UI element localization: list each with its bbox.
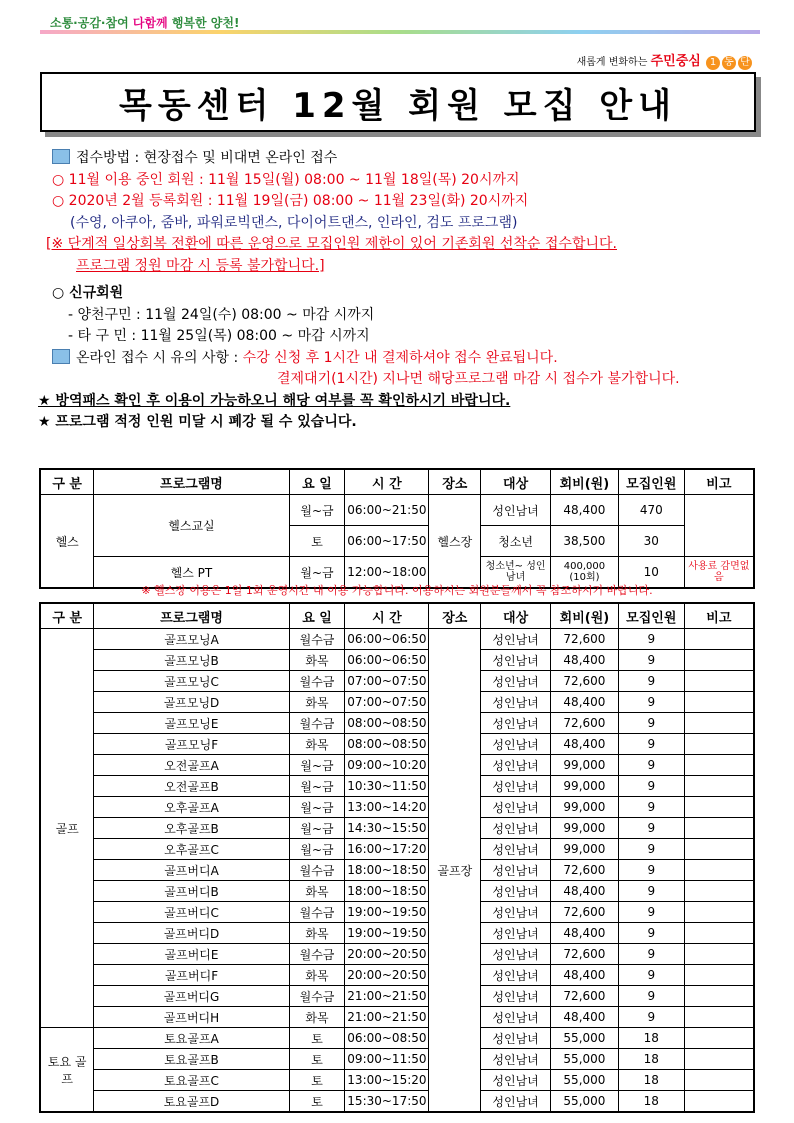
capacity-cell: 9 <box>618 902 684 923</box>
program-cell: 골프버디B <box>94 881 289 902</box>
col-header: 구 분 <box>40 469 94 495</box>
note-cell <box>684 1028 754 1049</box>
program-cell: 골프버디H <box>94 1007 289 1028</box>
note-cell <box>684 1070 754 1091</box>
notice-line: [※ 단계적 일상회복 전환에 따른 운영으로 모집인원 제한이 있어 기존회원 선착순 접수합니다. <box>46 236 617 252</box>
notice-section <box>38 148 772 434</box>
program-cell: 토요골프C <box>94 1070 289 1091</box>
col-header: 회비(원) <box>550 469 618 495</box>
table-row <box>40 902 754 923</box>
capacity-cell: 10 <box>618 557 684 589</box>
time-cell: 06:00~06:50 <box>345 629 429 650</box>
target-cell: 성인남녀 <box>481 713 551 734</box>
col-header: 요 일 <box>289 469 345 495</box>
time-cell: 09:00~11:50 <box>345 1049 429 1070</box>
table-row <box>40 734 754 755</box>
table-row <box>40 1091 754 1113</box>
fee-cell: 48,400 <box>550 495 618 526</box>
day-cell: 월~금 <box>289 495 345 526</box>
table-row <box>40 881 754 902</box>
page-title: 목동센터 12월 회원 모집 안내 <box>119 85 677 126</box>
note-cell <box>684 671 754 692</box>
capacity-cell: 9 <box>618 839 684 860</box>
notice-text: 접수방법 : 현장접수 및 비대면 온라인 접수 <box>76 150 338 166</box>
notice-line <box>52 348 772 370</box>
note-cell <box>684 650 754 671</box>
fee-cell: 55,000 <box>550 1028 618 1049</box>
slogan <box>577 50 752 70</box>
notice-line: ○ 신규회원 <box>52 285 124 301</box>
table-row <box>40 1007 754 1028</box>
program-cell: 오후골프A <box>94 797 289 818</box>
notice-line: 프로그램 정원 마감 시 등록 불가합니다.] <box>76 257 325 274</box>
program-cell: 골프모닝E <box>94 713 289 734</box>
notice-line: 결제대기(1시간) 지나면 해당프로그램 마감 시 접수가 불가합니다. <box>277 371 680 387</box>
target-cell: 성인남녀 <box>481 881 551 902</box>
day-cell: 월수금 <box>289 986 345 1007</box>
note-cell <box>684 1049 754 1070</box>
capacity-cell: 9 <box>618 881 684 902</box>
center-logo <box>50 14 239 31</box>
table-row <box>40 650 754 671</box>
notice-line: (수영, 아쿠아, 줌바, 파워로빅댄스, 다이어트댄스, 인라인, 검도 프로그램) <box>70 214 518 231</box>
category-cell: 토요 골프 <box>40 1028 94 1113</box>
program-cell: 오후골프B <box>94 818 289 839</box>
capacity-cell: 9 <box>618 965 684 986</box>
time-cell: 19:00~19:50 <box>345 902 429 923</box>
time-cell: 06:00~21:50 <box>345 495 429 526</box>
program-cell: 골프버디A <box>94 860 289 881</box>
program-cell: 골프버디G <box>94 986 289 1007</box>
capacity-cell: 9 <box>618 797 684 818</box>
program-cell: 헬스 PT <box>94 557 289 589</box>
note-cell <box>684 1091 754 1113</box>
time-cell: 08:00~08:50 <box>345 713 429 734</box>
day-cell: 화목 <box>289 734 345 755</box>
target-cell: 성인남녀 <box>481 860 551 881</box>
logo-tail: 행복한 양천! <box>171 16 240 30</box>
time-cell: 12:00~18:00 <box>345 557 429 589</box>
target-cell: 성인남녀 <box>481 1070 551 1091</box>
capacity-cell: 9 <box>618 860 684 881</box>
day-cell: 월수금 <box>289 860 345 881</box>
capacity-cell: 9 <box>618 671 684 692</box>
slogan-badge: 단 <box>738 56 752 70</box>
target-cell: 성인남녀 <box>481 1007 551 1028</box>
time-cell: 06:00~06:50 <box>345 650 429 671</box>
day-cell: 월수금 <box>289 902 345 923</box>
time-cell: 09:00~10:20 <box>345 755 429 776</box>
col-header: 모집인원 <box>618 603 684 629</box>
target-cell: 성인남녀 <box>481 671 551 692</box>
col-header: 시 간 <box>345 603 429 629</box>
program-cell: 골프버디C <box>94 902 289 923</box>
capacity-cell: 9 <box>618 776 684 797</box>
note-cell <box>684 986 754 1007</box>
table-row <box>40 1028 754 1049</box>
col-header: 구 분 <box>40 603 94 629</box>
day-cell: 화목 <box>289 881 345 902</box>
note-cell <box>684 923 754 944</box>
target-cell: 성인남녀 <box>481 629 551 650</box>
time-cell: 20:00~20:50 <box>345 944 429 965</box>
time-cell: 19:00~19:50 <box>345 923 429 944</box>
notice-text: 수강 신청 후 1시간 내 결제하셔야 접수 완료됩니다. <box>242 349 558 366</box>
col-header: 시 간 <box>345 469 429 495</box>
day-cell: 월수금 <box>289 671 345 692</box>
target-cell: 성인남녀 <box>481 818 551 839</box>
notice-line: - 타 구 민 : 11월 25일(목) 08:00 ~ 마감 시까지 <box>68 328 370 344</box>
target-cell: 성인남녀 <box>481 495 551 526</box>
fee-cell: 99,000 <box>550 818 618 839</box>
col-header: 장소 <box>429 603 481 629</box>
capacity-cell: 18 <box>618 1028 684 1049</box>
capacity-cell: 9 <box>618 713 684 734</box>
day-cell: 월~금 <box>289 755 345 776</box>
day-cell: 월~금 <box>289 557 345 589</box>
program-cell: 오전골프A <box>94 755 289 776</box>
notice-line: - 양천구민 : 11월 24일(수) 08:00 ~ 마감 시까지 <box>68 306 375 323</box>
day-cell: 월~금 <box>289 797 345 818</box>
fee-cell: 72,600 <box>550 902 618 923</box>
table-row <box>40 495 754 526</box>
time-cell: 20:00~20:50 <box>345 965 429 986</box>
target-cell: 성인남녀 <box>481 965 551 986</box>
col-header: 장소 <box>429 469 481 495</box>
target-cell: 성인남녀 <box>481 1028 551 1049</box>
fee-cell: 55,000 <box>550 1049 618 1070</box>
table-row <box>40 713 754 734</box>
note-cell <box>684 776 754 797</box>
table-row <box>40 776 754 797</box>
note-cell <box>684 944 754 965</box>
col-header: 대상 <box>481 469 551 495</box>
target-cell: 성인남녀 <box>481 839 551 860</box>
target-cell: 성인남녀 <box>481 755 551 776</box>
day-cell: 화목 <box>289 965 345 986</box>
day-cell: 화목 <box>289 650 345 671</box>
target-cell: 성인남녀 <box>481 944 551 965</box>
notice-line: ○ 2020년 2월 등록회원 : 11월 19일(금) 08:00 ~ 11월 23일(화) 20시까지 <box>52 193 529 209</box>
day-cell: 월~금 <box>289 839 345 860</box>
table-row <box>40 944 754 965</box>
capacity-cell: 18 <box>618 1049 684 1070</box>
fee-cell: 72,600 <box>550 713 618 734</box>
fee-cell: 38,500 <box>550 526 618 557</box>
time-cell: 21:00~21:50 <box>345 1007 429 1028</box>
day-cell: 월수금 <box>289 713 345 734</box>
capacity-cell: 9 <box>618 692 684 713</box>
time-cell: 07:00~07:50 <box>345 692 429 713</box>
slogan-main: 주민중심 <box>650 54 701 69</box>
capacity-cell: 9 <box>618 755 684 776</box>
capacity-cell: 18 <box>618 1070 684 1091</box>
table-row <box>40 923 754 944</box>
table-row <box>40 818 754 839</box>
target-cell: 성인남녀 <box>481 902 551 923</box>
note-cell <box>684 1007 754 1028</box>
target-cell: 성인남녀 <box>481 1049 551 1070</box>
fee-value: 400,000 <box>563 561 606 572</box>
target-cell: 청소년~ 성인남녀 <box>481 557 551 589</box>
table-row <box>40 629 754 650</box>
fee-cell: 99,000 <box>550 776 618 797</box>
notice-line <box>52 148 772 170</box>
note-cell: 사용료 감면없음 <box>684 557 754 589</box>
time-cell: 16:00~17:20 <box>345 839 429 860</box>
logo-text: 소통·공감·참여 <box>50 16 129 30</box>
capacity-cell: 9 <box>618 734 684 755</box>
program-cell: 골프모닝A <box>94 629 289 650</box>
day-cell: 화목 <box>289 1007 345 1028</box>
time-cell: 18:00~18:50 <box>345 881 429 902</box>
target-cell: 성인남녀 <box>481 734 551 755</box>
fee-cell: 99,000 <box>550 839 618 860</box>
target-cell: 성인남녀 <box>481 986 551 1007</box>
capacity-cell: 9 <box>618 650 684 671</box>
program-cell: 오후골프C <box>94 839 289 860</box>
day-cell: 토 <box>289 1091 345 1113</box>
time-cell: 13:00~14:20 <box>345 797 429 818</box>
time-cell: 18:00~18:50 <box>345 860 429 881</box>
target-cell: 성인남녀 <box>481 923 551 944</box>
note-cell <box>684 839 754 860</box>
note-cell <box>684 818 754 839</box>
note-cell <box>684 797 754 818</box>
table-row <box>40 797 754 818</box>
square-bullet-icon <box>52 349 70 364</box>
fee-cell: 72,600 <box>550 860 618 881</box>
fee-cell: 48,400 <box>550 650 618 671</box>
day-cell: 월수금 <box>289 944 345 965</box>
note-cell <box>684 860 754 881</box>
note-cell <box>684 692 754 713</box>
capacity-cell: 18 <box>618 1091 684 1113</box>
day-cell: 월~금 <box>289 776 345 797</box>
note-cell <box>684 629 754 650</box>
notice-line: ★ 방역패스 확인 후 이용이 가능하오니 해당 여부를 꼭 확인하시기 바랍니다. <box>38 392 511 409</box>
program-cell: 토요골프D <box>94 1091 289 1113</box>
col-header: 요 일 <box>289 603 345 629</box>
table-row <box>40 1049 754 1070</box>
fee-sub: (10회) <box>569 572 600 583</box>
day-cell: 월수금 <box>289 629 345 650</box>
fee-cell: 72,600 <box>550 629 618 650</box>
slogan-badge: 1 <box>706 56 720 70</box>
note-cell <box>684 881 754 902</box>
note-cell <box>684 755 754 776</box>
category-cell: 골프 <box>40 629 94 1028</box>
program-cell: 골프버디E <box>94 944 289 965</box>
fee-cell: 48,400 <box>550 734 618 755</box>
capacity-cell: 9 <box>618 923 684 944</box>
fee-cell: 99,000 <box>550 755 618 776</box>
day-cell: 토 <box>289 1049 345 1070</box>
health-table <box>39 468 755 589</box>
title-box <box>40 72 756 132</box>
target-cell: 성인남녀 <box>481 776 551 797</box>
time-cell: 06:00~17:50 <box>345 526 429 557</box>
program-cell: 골프모닝C <box>94 671 289 692</box>
program-cell: 골프모닝F <box>94 734 289 755</box>
col-header: 모집인원 <box>618 469 684 495</box>
program-cell: 토요골프A <box>94 1028 289 1049</box>
table-row <box>40 986 754 1007</box>
logo-highlight: 다함께 <box>132 16 168 30</box>
program-cell: 골프버디D <box>94 923 289 944</box>
capacity-cell: 30 <box>618 526 684 557</box>
fee-cell: 48,400 <box>550 1007 618 1028</box>
program-cell: 헬스교실 <box>94 495 289 557</box>
fee-cell: 48,400 <box>550 923 618 944</box>
target-cell: 성인남녀 <box>481 650 551 671</box>
square-bullet-icon <box>52 149 70 164</box>
day-cell: 화목 <box>289 923 345 944</box>
header-row <box>40 603 754 629</box>
table-row <box>40 692 754 713</box>
table-row <box>40 839 754 860</box>
rainbow-divider <box>40 30 760 34</box>
fee-cell: 55,000 <box>550 1091 618 1113</box>
col-header: 프로그램명 <box>94 469 289 495</box>
time-cell: 10:30~11:50 <box>345 776 429 797</box>
note-cell <box>684 713 754 734</box>
day-cell: 월~금 <box>289 818 345 839</box>
program-cell: 오전골프B <box>94 776 289 797</box>
time-cell: 21:00~21:50 <box>345 986 429 1007</box>
col-header: 프로그램명 <box>94 603 289 629</box>
fee-cell: 72,600 <box>550 944 618 965</box>
col-header: 비고 <box>684 603 754 629</box>
fee-cell: 48,400 <box>550 692 618 713</box>
day-cell: 토 <box>289 1070 345 1091</box>
category-cell: 헬스 <box>40 495 94 589</box>
target-cell: 성인남녀 <box>481 797 551 818</box>
col-header: 회비(원) <box>550 603 618 629</box>
fee-cell: 48,400 <box>550 965 618 986</box>
note-cell <box>684 902 754 923</box>
fee-cell: 72,600 <box>550 671 618 692</box>
place-cell: 헬스장 <box>429 495 481 589</box>
time-cell: 14:30~15:50 <box>345 818 429 839</box>
fee-cell: 99,000 <box>550 797 618 818</box>
target-cell: 청소년 <box>481 526 551 557</box>
time-cell: 07:00~07:50 <box>345 671 429 692</box>
program-cell: 골프버디F <box>94 965 289 986</box>
slogan-prefix: 새롭게 변화하는 <box>576 57 648 68</box>
table-row <box>40 671 754 692</box>
program-cell: 골프모닝B <box>94 650 289 671</box>
col-header: 비고 <box>684 469 754 495</box>
day-cell: 토 <box>289 1028 345 1049</box>
target-cell: 성인남녀 <box>481 692 551 713</box>
fee-cell: 48,400 <box>550 881 618 902</box>
notice-text: 온라인 접수 시 유의 사항 : <box>76 349 243 366</box>
slogan-badge: 동 <box>722 56 736 70</box>
table-row <box>40 965 754 986</box>
day-cell: 토 <box>289 526 345 557</box>
program-cell: 골프모닝D <box>94 692 289 713</box>
capacity-cell: 9 <box>618 944 684 965</box>
capacity-cell: 9 <box>618 818 684 839</box>
fee-cell: 55,000 <box>550 1070 618 1091</box>
time-cell: 15:30~17:50 <box>345 1091 429 1113</box>
col-header: 대상 <box>481 603 551 629</box>
program-cell: 토요골프B <box>94 1049 289 1070</box>
time-cell: 13:00~15:20 <box>345 1070 429 1091</box>
day-cell: 화목 <box>289 692 345 713</box>
health-footnote: ※ 헬스장 이용은 1일 1회 운영시간 내 이용 가능합니다. 이용하시는 회원분들께서 꼭 참조하시기 바랍니다. <box>141 584 653 597</box>
capacity-cell: 9 <box>618 1007 684 1028</box>
golf-table <box>39 602 755 1113</box>
note-cell <box>684 495 754 557</box>
note-cell <box>684 965 754 986</box>
fee-cell: 72,600 <box>550 986 618 1007</box>
time-cell: 08:00~08:50 <box>345 734 429 755</box>
capacity-cell: 9 <box>618 986 684 1007</box>
note-cell <box>684 734 754 755</box>
table-row <box>40 1070 754 1091</box>
notice-line: ★ 프로그램 적정 인원 미달 시 폐강 될 수 있습니다. <box>38 414 357 430</box>
table-row <box>40 860 754 881</box>
target-cell: 성인남녀 <box>481 1091 551 1113</box>
capacity-cell: 470 <box>618 495 684 526</box>
header-row <box>40 469 754 495</box>
capacity-cell: 9 <box>618 629 684 650</box>
notice-line: ○ 11월 이용 중인 회원 : 11월 15일(월) 08:00 ~ 11월 18일(목) 20시까지 <box>52 171 520 188</box>
place-cell: 골프장 <box>429 629 481 1113</box>
time-cell: 06:00~08:50 <box>345 1028 429 1049</box>
table-row <box>40 755 754 776</box>
